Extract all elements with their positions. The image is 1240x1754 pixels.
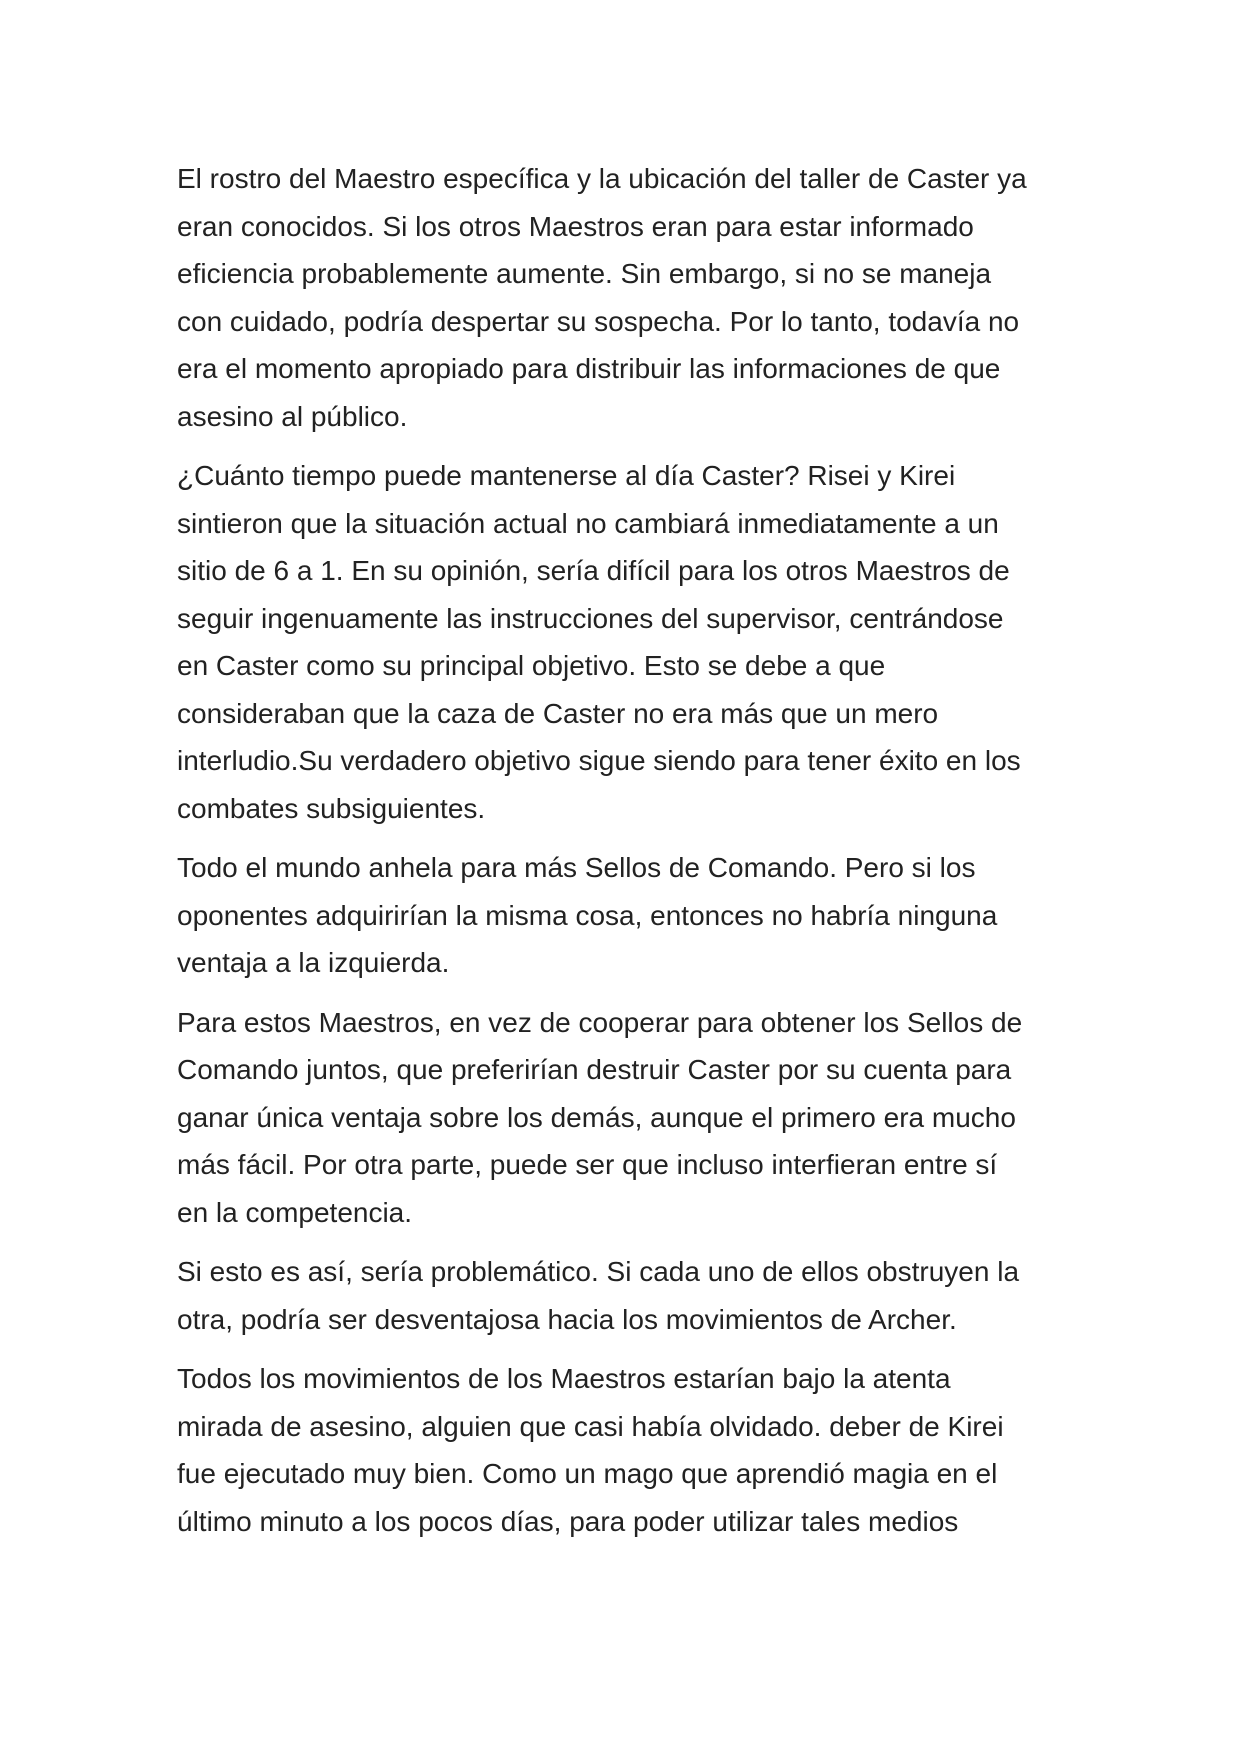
text-line: ganar única ventaja sobre los demás, aunque el primero era mucho [177,1101,1016,1133]
text-line: en la competencia. [177,1196,413,1228]
text-line: en Caster como su principal objetivo. Esto se debe a que [177,650,886,681]
text-line: era el momento apropiado para distribuir las informaciones de que [177,353,1001,384]
text-line: eran conocidos. Si los otros Maestros eran para estar informado [177,210,974,242]
paragraph [177,1248,1087,1343]
text-line: Si esto es así, sería problemático. Si cada uno de ellos obstruyen la [177,1256,1020,1287]
text-line: eficiencia probablemente aumente. Sin embargo, si no se maneja [177,258,992,289]
text-line: interludio.Su verdadero objetivo sigue siendo para tener éxito en los [177,745,1021,776]
paragraph [177,844,1087,987]
text-line: ventaja a la izquierda. [177,947,450,978]
text-line: más fácil. Por otra parte, puede ser que incluso interfieran entre sí [177,1149,998,1180]
text-line: sintieron que la situación actual no cambiará inmediatamente a un [177,507,999,539]
text-line: Para estos Maestros, en vez de cooperar para obtener los Sellos de [177,1006,1023,1038]
paragraph [177,155,1087,440]
text-line: mirada de asesino, alguien que casi había olvidado. deber de Kirei [177,1410,1004,1442]
text-line: fue ejecutado muy bien. Como un mago que aprendió magia en el [177,1458,998,1489]
text-line: seguir ingenuamente las instrucciones del supervisor, centrándose [177,602,1004,634]
text-line: oponentes adquirirían la misma cosa, entonces no habría ninguna [177,899,998,931]
text-line: asesino al público. [177,400,408,432]
text-line: Todo el mundo anhela para más Sellos de Comando. Pero si los [177,852,976,883]
paragraph [177,452,1087,832]
body-text [177,155,1087,1557]
text-line: otra, podría ser desventajosa hacia los movimientos de Archer. [177,1303,957,1335]
text-line: combates subsiguientes. [177,792,486,824]
text-line: Todos los movimientos de los Maestros estarían bajo la atenta [177,1363,951,1394]
text-line: con cuidado, podría despertar su sospecha. Por lo tanto, todavía no [177,305,1020,337]
text-line: El rostro del Maestro específica y la ubicación del taller de Caster ya [177,163,1027,194]
paragraph [177,1355,1087,1545]
text-line: ¿Cuánto tiempo puede mantenerse al día Caster? Risei y Kirei [177,460,956,491]
text-line: último minuto a los pocos días, para poder utilizar tales medios [177,1505,959,1537]
text-line: sitio de 6 a 1. En su opinión, sería difícil para los otros Maestros de [177,555,1010,586]
text-line: Comando juntos, que preferirían destruir Caster por su cuenta para [177,1054,1012,1085]
paragraph [177,999,1087,1237]
text-line: consideraban que la caza de Caster no era más que un mero [177,697,939,729]
